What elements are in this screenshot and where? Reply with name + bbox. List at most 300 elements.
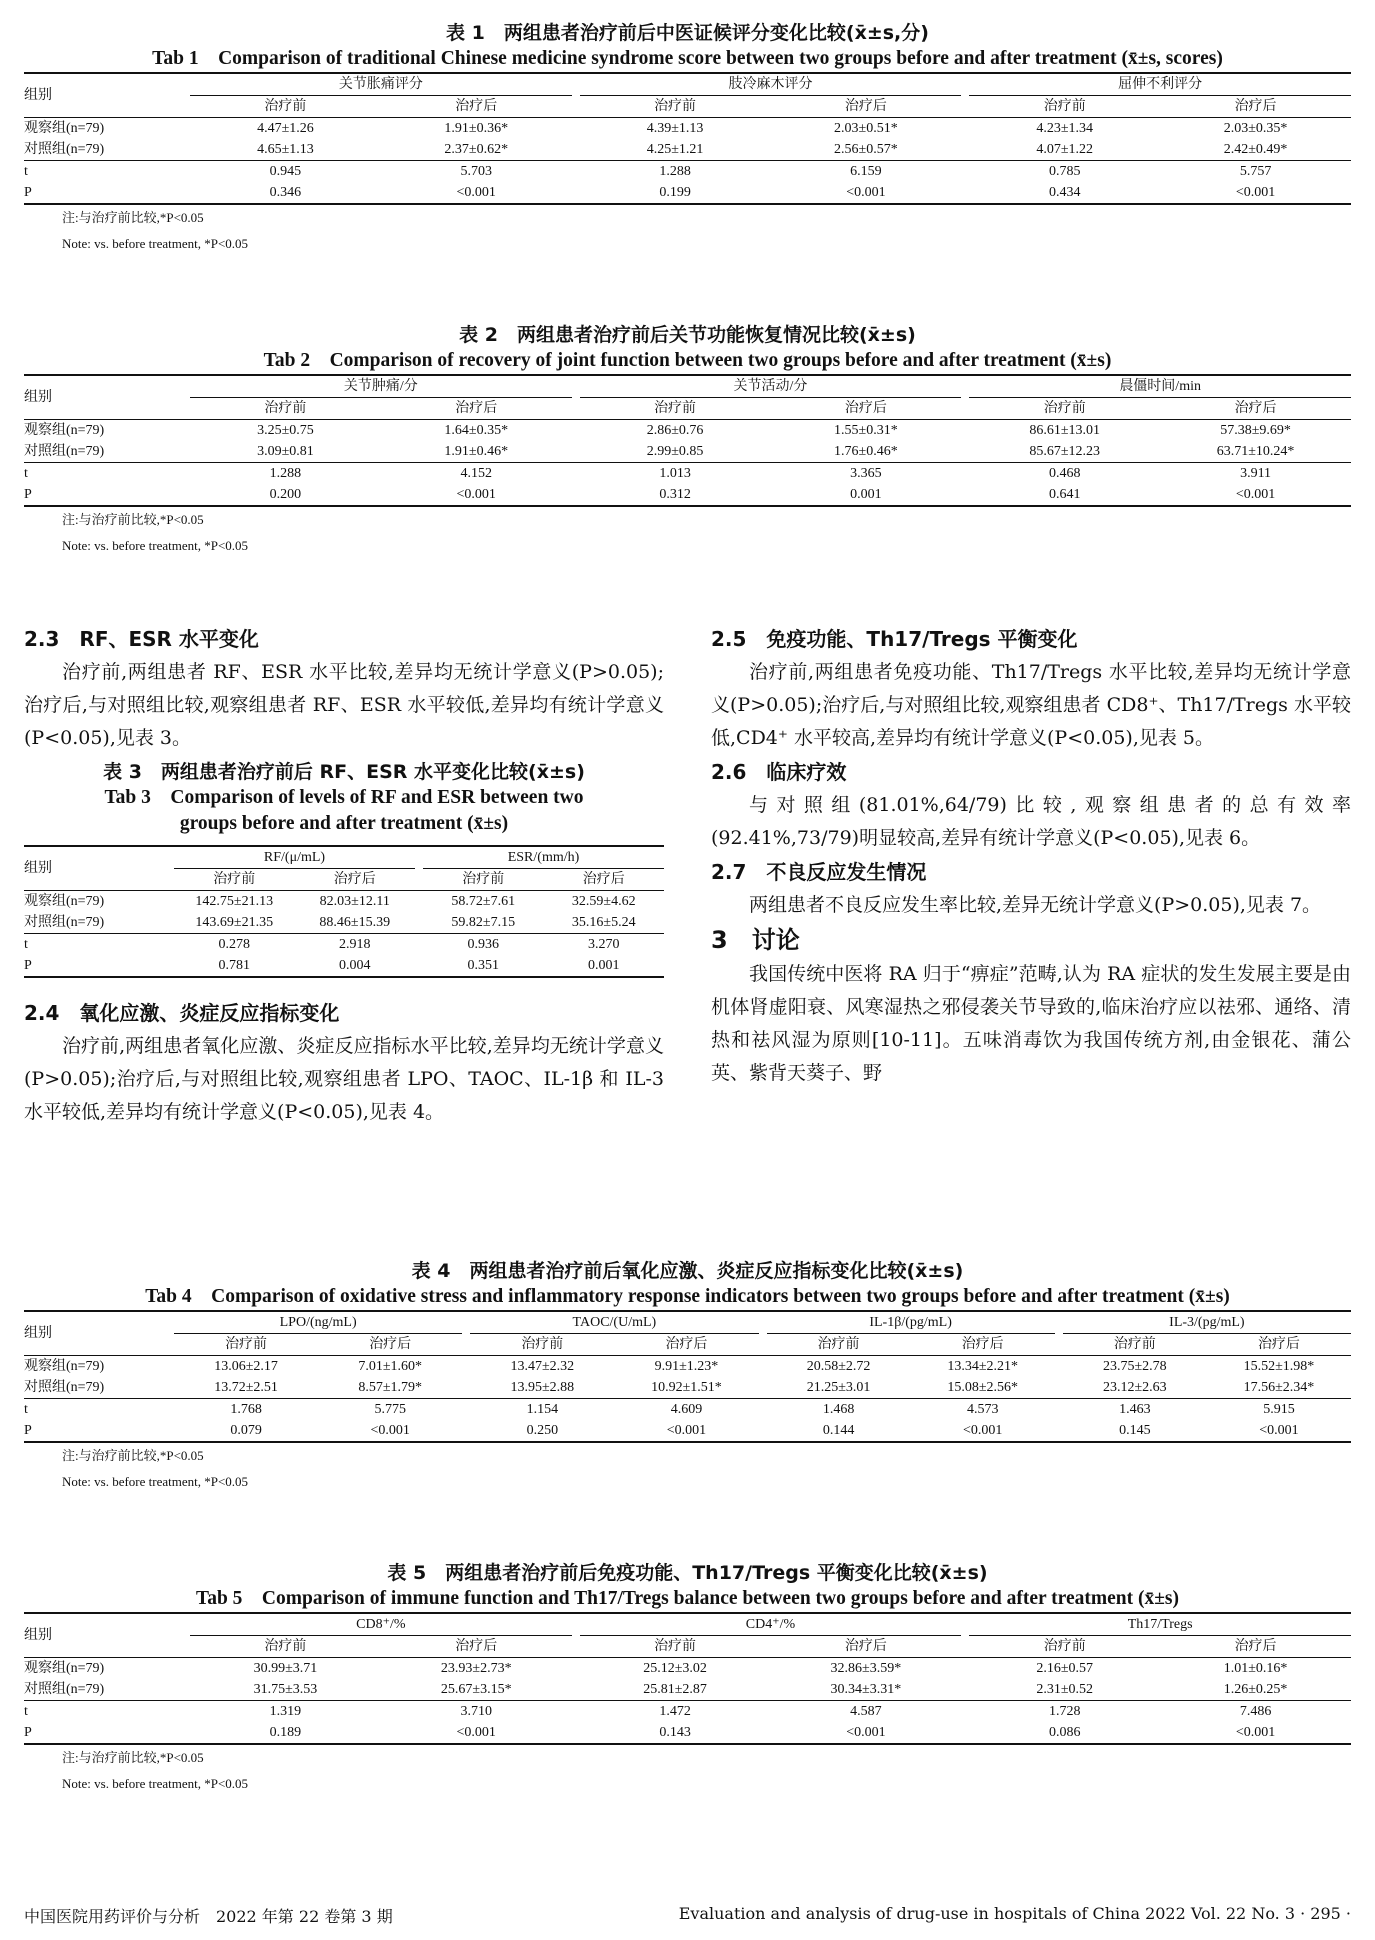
section-3-text: 我国传统中医将 RA 归于“痹症”范畴,认为 RA 症状的发生发展主要是由机体肾虚阳衰、风寒湿热之邪侵袭关节导致的,临床治疗应以祛邪、通络、清热和祛风湿为原则[10-11]。五味消毒饮为我国传统方剂,由金银花、蒲公英、紫背天葵子、野 <box>711 963 1351 1084</box>
sub-column-header: 治疗后 <box>1234 99 1277 114</box>
table-1-caption-cn: 表 1 两组患者治疗前后中医证候评分变化比较(x̄±s,分) <box>446 22 929 44</box>
table-cell: 23.75±2.78 <box>1063 1356 1207 1378</box>
sub-column-header: 治疗后 <box>1234 401 1277 416</box>
column-group-header: RF/(μ/mL) <box>174 846 415 869</box>
column-gap <box>415 869 423 891</box>
table-cell: 13.95±2.88 <box>510 1380 575 1395</box>
table-cell: 82.03±12.11 <box>295 891 416 913</box>
row-label: 观察组(n=79) <box>24 118 190 140</box>
column-gap <box>961 398 969 420</box>
column-gap <box>415 955 423 977</box>
page-footer <box>24 1904 1351 1927</box>
table-cell: 13.72±2.51 <box>214 1380 278 1395</box>
column-gap <box>415 934 423 956</box>
table-cell: 0.468 <box>969 463 1160 485</box>
sub-column-header: 治疗前 <box>654 1639 697 1654</box>
table-cell: 3.911 <box>1160 463 1351 485</box>
row-label: 观察组(n=79) <box>24 420 190 442</box>
group-column-header: 组别 <box>24 375 190 420</box>
column-gap <box>1055 1377 1063 1399</box>
section-2-5-text: 治疗前,两组患者免疫功能、Th17/Tregs 水平比较,差异均无统计学意义(P>0.05);治疗后,与对照组比较,观察组患者 CD8⁺、Th17/Tregs 水平较低,CD4⁺ 水平较高,差异均有统计学意义(P<0.05),见表 5。 <box>711 661 1351 749</box>
column-gap <box>961 1722 969 1744</box>
table-cell: 2.16±0.57 <box>969 1658 1160 1680</box>
table-4-caption-en: Tab 4 Comparison of oxidative stress and inflammatory response indicators between two groups before and after treatment (x̄±s) <box>145 1286 1230 1307</box>
table-cell: 0.144 <box>767 1420 911 1442</box>
table-4-note-en: Note: vs. before treatment, *P<0.05 <box>62 1474 249 1489</box>
column-gap <box>759 1334 767 1356</box>
table-cell: 5.703 <box>381 161 572 183</box>
column-group-header: CD4⁺/% <box>580 1613 962 1636</box>
column-gap <box>961 463 969 485</box>
table-cell: 13.06±2.17 <box>174 1356 318 1378</box>
table-cell: 1.76±0.46* <box>834 444 898 459</box>
table-row <box>24 1420 1351 1442</box>
sub-column-header: 治疗前 <box>264 1639 307 1654</box>
table-cell: 3.710 <box>381 1701 572 1723</box>
table-cell: 58.72±7.61 <box>423 891 544 913</box>
table-4-note-cn: 注:与治疗前比较,*P<0.05 <box>62 1448 204 1463</box>
column-gap <box>961 1636 969 1658</box>
row-label: 观察组(n=79) <box>24 1658 190 1680</box>
table-cell: 32.59±4.62 <box>544 891 665 913</box>
table-cell: 143.69±21.35 <box>195 915 274 930</box>
table-2-note-cn: 注:与治疗前比较,*P<0.05 <box>62 512 204 527</box>
table-row <box>24 463 1351 485</box>
table-cell: 2.99±0.85 <box>646 444 704 459</box>
column-gap <box>462 1356 470 1378</box>
sub-column-header: 治疗后 <box>455 401 498 416</box>
column-gap <box>462 1334 470 1356</box>
table-cell: 31.75±3.53 <box>253 1682 318 1697</box>
column-gap <box>572 118 580 140</box>
table-cell: 1.468 <box>767 1399 911 1421</box>
table-cell: 7.486 <box>1160 1701 1351 1723</box>
table-cell: 1.91±0.46* <box>444 444 509 459</box>
table-cell: 5.775 <box>318 1399 462 1421</box>
column-gap <box>759 1399 767 1421</box>
table-1-caption-en: Tab 1 Comparison of traditional Chinese medicine syndrome score between two groups before and after treatment (x̄±s, scores) <box>152 48 1223 69</box>
section-2-5-heading: 2.5 免疫功能、Th17/Tregs 平衡变化 <box>711 627 1078 651</box>
table-3 <box>24 845 664 978</box>
table-row <box>24 1701 1351 1723</box>
table-cell: 4.47±1.26 <box>190 118 381 140</box>
section-2-6-text: 与对照组(81.01%,64/79)比较,观察组患者的总有效率(92.41%,73/79)明显较高,差异有统计学意义(P<0.05),见表 6。 <box>711 794 1351 849</box>
table-cell: <0.001 <box>770 1722 961 1744</box>
sub-column-header: 治疗后 <box>455 99 498 114</box>
sub-column-header: 治疗后 <box>369 1337 412 1352</box>
sub-column-header: 治疗前 <box>654 99 697 114</box>
table-cell: 13.34±2.21* <box>911 1356 1055 1378</box>
column-gap <box>415 912 423 934</box>
table-cell: 1.64±0.35* <box>381 420 572 442</box>
table-cell: 30.99±3.71 <box>190 1658 381 1680</box>
sub-column-header: 治疗后 <box>844 1639 887 1654</box>
column-gap <box>572 484 580 506</box>
column-gap <box>572 1701 580 1723</box>
table-4-block <box>24 1258 1351 1495</box>
column-gap <box>572 1613 580 1636</box>
table-cell: 0.200 <box>190 484 381 506</box>
column-gap <box>961 1613 969 1636</box>
table-cell: 1.91±0.36* <box>381 118 572 140</box>
table-cell: 2.31±0.52 <box>1036 1682 1094 1697</box>
column-gap <box>572 463 580 485</box>
table-cell: 4.152 <box>381 463 572 485</box>
table-row <box>24 1722 1351 1744</box>
table-row <box>24 955 664 977</box>
sub-column-header: 治疗后 <box>844 99 887 114</box>
table-row <box>24 1356 1351 1378</box>
table-cell: 0.785 <box>969 161 1160 183</box>
column-group-header: 晨僵时间/min <box>969 375 1351 398</box>
column-gap <box>462 1311 470 1334</box>
table-cell: <0.001 <box>770 182 961 204</box>
table-cell: 0.346 <box>190 182 381 204</box>
table-cell: <0.001 <box>1160 1722 1351 1744</box>
table-cell: 2.03±0.51* <box>770 118 961 140</box>
column-gap <box>572 1679 580 1701</box>
table-cell: 85.67±12.23 <box>1029 444 1101 459</box>
table-cell: 6.159 <box>770 161 961 183</box>
column-gap <box>462 1377 470 1399</box>
table-cell: 0.199 <box>580 182 771 204</box>
table-cell: 15.52±1.98* <box>1207 1356 1351 1378</box>
table-3-caption-en-1: Tab 3 Comparison of levels of RF and ESR between two <box>104 787 584 808</box>
column-group-header: 关节胀痛评分 <box>190 73 572 96</box>
sub-column-header: 治疗后 <box>665 1337 708 1352</box>
table-row <box>24 118 1351 140</box>
table-cell: 0.641 <box>969 484 1160 506</box>
table-cell: 20.58±2.72 <box>767 1356 911 1378</box>
sub-column-header: 治疗前 <box>264 99 307 114</box>
table-row <box>24 182 1351 204</box>
table-cell: 15.08±2.56* <box>947 1380 1019 1395</box>
section-2-7-heading: 2.7 不良反应发生情况 <box>711 860 927 884</box>
table-cell: 0.001 <box>770 484 961 506</box>
table-2-caption-cn: 表 2 两组患者治疗前后关节功能恢复情况比较(x̄±s) <box>459 324 916 346</box>
table-cell: 4.587 <box>770 1701 961 1723</box>
column-gap <box>572 375 580 398</box>
table-5-note-en: Note: vs. before treatment, *P<0.05 <box>62 1776 249 1791</box>
table-2 <box>24 374 1351 507</box>
table-cell: 10.92±1.51* <box>651 1380 722 1395</box>
table-cell: 2.37±0.62* <box>444 142 509 157</box>
row-label: P <box>24 1722 190 1744</box>
column-gap <box>961 420 969 442</box>
row-label: 对照组(n=79) <box>24 1682 105 1697</box>
column-gap <box>462 1399 470 1421</box>
column-gap <box>415 846 423 869</box>
table-cell: 1.728 <box>969 1701 1160 1723</box>
sub-column-header: 治疗前 <box>213 872 256 887</box>
table-cell: 59.82±7.15 <box>451 915 516 930</box>
column-group-header: LPO/(ng/mL) <box>174 1311 462 1334</box>
table-2-caption-en: Tab 2 Comparison of recovery of joint function between two groups before and after treatment (x̄±s) <box>263 350 1112 371</box>
table-cell: 2.03±0.35* <box>1160 118 1351 140</box>
column-group-header: ESR/(mm/h) <box>423 846 664 869</box>
row-label: t <box>24 1399 174 1421</box>
row-label: t <box>24 934 174 956</box>
section-2-4-heading: 2.4 氧化应激、炎症反应指标变化 <box>24 1001 340 1025</box>
table-cell: 23.12±2.63 <box>1102 1380 1167 1395</box>
sub-column-header: 治疗前 <box>1043 99 1086 114</box>
table-row <box>24 139 1351 161</box>
table-cell: <0.001 <box>1160 484 1351 506</box>
column-gap <box>961 73 969 96</box>
column-group-header: IL-3/(pg/mL) <box>1063 1311 1351 1334</box>
sub-column-header: 治疗前 <box>1113 1337 1156 1352</box>
table-cell: 25.81±2.87 <box>643 1682 707 1697</box>
footer-journal-cn: 中国医院用药评价与分析 2022 年第 22 卷第 3 期 <box>24 1907 393 1926</box>
column-group-header: 关节肿痛/分 <box>190 375 572 398</box>
table-5 <box>24 1612 1351 1745</box>
row-label: 对照组(n=79) <box>24 444 105 459</box>
section-2-7-text: 两组患者不良反应发生率比较,差异无统计学意义(P>0.05),见表 7。 <box>749 894 1322 916</box>
section-3-heading: 3 讨论 <box>711 926 800 954</box>
table-cell: 9.91±1.23* <box>614 1356 758 1378</box>
group-column-header: 组别 <box>24 1613 190 1658</box>
table-row <box>24 912 664 934</box>
table-cell: 25.67±3.15* <box>440 1682 512 1697</box>
table-row <box>24 934 664 956</box>
table-cell: 2.918 <box>295 934 416 956</box>
table-cell: 4.07±1.22 <box>1036 142 1094 157</box>
row-label: t <box>24 161 190 183</box>
table-cell: 1.154 <box>470 1399 614 1421</box>
table-cell: 4.609 <box>614 1399 758 1421</box>
sub-column-header: 治疗后 <box>455 1639 498 1654</box>
column-gap <box>961 118 969 140</box>
table-cell: <0.001 <box>381 182 572 204</box>
table-cell: 5.757 <box>1160 161 1351 183</box>
table-cell: 0.079 <box>174 1420 318 1442</box>
table-cell: 3.25±0.75 <box>190 420 381 442</box>
table-cell: 1.01±0.16* <box>1160 1658 1351 1680</box>
sub-column-header: 治疗前 <box>225 1337 268 1352</box>
table-cell: 0.351 <box>423 955 544 977</box>
row-label: P <box>24 484 190 506</box>
table-cell: 4.39±1.13 <box>580 118 771 140</box>
column-gap <box>759 1356 767 1378</box>
table-2-block <box>24 322 1351 559</box>
column-gap <box>961 96 969 118</box>
column-gap <box>961 1701 969 1723</box>
sub-column-header: 治疗后 <box>844 401 887 416</box>
table-row <box>24 441 1351 463</box>
table-cell: 1.55±0.31* <box>770 420 961 442</box>
table-cell: 1.768 <box>174 1399 318 1421</box>
sub-column-header: 治疗前 <box>462 872 505 887</box>
column-group-header: 肢冷麻木评分 <box>580 73 962 96</box>
table-cell: 0.145 <box>1063 1420 1207 1442</box>
table-cell: <0.001 <box>381 484 572 506</box>
table-cell: 4.23±1.34 <box>969 118 1160 140</box>
sub-column-header: 治疗后 <box>1257 1337 1300 1352</box>
table-5-caption-en: Tab 5 Comparison of immune function and Th17/Tregs balance between two groups before and after treatment (x̄±s) <box>195 1588 1180 1609</box>
table-cell: <0.001 <box>614 1420 758 1442</box>
table-cell: 88.46±15.39 <box>319 915 391 930</box>
table-cell: 4.25±1.21 <box>646 142 704 157</box>
footer-journal-en: Evaluation and analysis of drug-use in hospitals of China 2022 Vol. 22 No. 3 · 295 · <box>678 1904 1351 1923</box>
table-cell: <0.001 <box>1207 1420 1351 1442</box>
row-label: 观察组(n=79) <box>24 891 174 913</box>
column-gap <box>1055 1356 1063 1378</box>
table-cell: 13.47±2.32 <box>470 1356 614 1378</box>
sub-column-header: 治疗前 <box>521 1337 564 1352</box>
table-cell: 3.365 <box>770 463 961 485</box>
column-gap <box>961 1679 969 1701</box>
sub-column-header: 治疗前 <box>654 401 697 416</box>
table-2-note-en: Note: vs. before treatment, *P<0.05 <box>62 538 249 553</box>
sub-column-header: 治疗前 <box>1043 1639 1086 1654</box>
table-cell: 142.75±21.13 <box>174 891 295 913</box>
column-gap <box>572 1658 580 1680</box>
table-cell: 21.25±3.01 <box>806 1380 871 1395</box>
column-gap <box>1055 1334 1063 1356</box>
left-column <box>24 622 664 1129</box>
column-gap <box>572 96 580 118</box>
row-label: P <box>24 955 174 977</box>
table-row <box>24 891 664 913</box>
table-cell: <0.001 <box>911 1420 1055 1442</box>
table-cell: 5.915 <box>1207 1399 1351 1421</box>
table-cell: 32.86±3.59* <box>770 1658 961 1680</box>
table-cell: 0.945 <box>190 161 381 183</box>
column-gap <box>572 161 580 183</box>
column-gap <box>572 73 580 96</box>
table-cell: 1.26±0.25* <box>1223 1682 1288 1697</box>
table-cell: 1.319 <box>190 1701 381 1723</box>
row-label: 观察组(n=79) <box>24 1356 174 1378</box>
table-1-block <box>24 20 1351 257</box>
column-gap <box>759 1311 767 1334</box>
table-cell: 0.434 <box>969 182 1160 204</box>
table-cell: 0.143 <box>580 1722 771 1744</box>
table-cell: 2.56±0.57* <box>834 142 898 157</box>
sub-column-header: 治疗后 <box>333 872 376 887</box>
table-cell: 2.42±0.49* <box>1223 142 1288 157</box>
table-5-note-cn: 注:与治疗前比较,*P<0.05 <box>62 1750 204 1765</box>
table-cell: 4.573 <box>911 1399 1055 1421</box>
table-cell: 25.12±3.02 <box>580 1658 771 1680</box>
table-cell: 0.250 <box>470 1420 614 1442</box>
table-cell: 57.38±9.69* <box>1160 420 1351 442</box>
table-cell: 17.56±2.34* <box>1243 1380 1315 1395</box>
table-row <box>24 161 1351 183</box>
column-gap <box>961 139 969 161</box>
table-cell: 0.781 <box>174 955 295 977</box>
column-gap <box>961 1658 969 1680</box>
table-cell: 1.463 <box>1063 1399 1207 1421</box>
table-1 <box>24 72 1351 205</box>
sub-column-header: 治疗前 <box>264 401 307 416</box>
table-cell: 7.01±1.60* <box>318 1356 462 1378</box>
table-4 <box>24 1310 1351 1443</box>
table-row <box>24 484 1351 506</box>
right-column <box>711 622 1351 1090</box>
table-row <box>24 1377 1351 1399</box>
column-group-header: 屈伸不利评分 <box>969 73 1351 96</box>
table-1-note-cn: 注:与治疗前比较,*P<0.05 <box>62 210 204 225</box>
column-gap <box>572 1636 580 1658</box>
column-gap <box>572 398 580 420</box>
column-gap <box>759 1420 767 1442</box>
table-row <box>24 1658 1351 1680</box>
sub-column-header: 治疗后 <box>582 872 625 887</box>
section-2-3-heading: 2.3 RF、ESR 水平变化 <box>24 627 259 651</box>
row-label: P <box>24 1420 174 1442</box>
table-1-note-en: Note: vs. before treatment, *P<0.05 <box>62 236 249 251</box>
column-gap <box>759 1377 767 1399</box>
table-cell: 1.288 <box>190 463 381 485</box>
column-gap <box>415 891 423 913</box>
column-group-header: CD8⁺/% <box>190 1613 572 1636</box>
column-gap <box>961 161 969 183</box>
table-3-caption-cn: 表 3 两组患者治疗前后 RF、ESR 水平变化比较(x̄±s) <box>103 761 585 783</box>
table-4-caption-cn: 表 4 两组患者治疗前后氧化应激、炎症反应指标变化比较(x̄±s) <box>411 1260 964 1282</box>
table-cell: 4.65±1.13 <box>257 142 314 157</box>
group-column-header: 组别 <box>24 73 190 118</box>
table-cell: 63.71±10.24* <box>1216 444 1295 459</box>
column-gap <box>572 441 580 463</box>
row-label: 对照组(n=79) <box>24 142 105 157</box>
table-cell: <0.001 <box>318 1420 462 1442</box>
section-2-4-text: 治疗前,两组患者氧化应激、炎症反应指标水平比较,差异均无统计学意义(P>0.05);治疗后,与对照组比较,观察组患者 LPO、TAOC、IL-1β 和 IL-3 水平较低,差异均有统计学意义(P<0.05),见表 4。 <box>24 1035 664 1123</box>
row-label: P <box>24 182 190 204</box>
column-group-header: IL-1β/(pg/mL) <box>767 1311 1055 1334</box>
group-column-header: 组别 <box>24 1311 174 1356</box>
table-5-caption-cn: 表 5 两组患者治疗前后免疫功能、Th17/Tregs 平衡变化比较(x̄±s) <box>387 1562 988 1584</box>
table-row <box>24 1679 1351 1701</box>
table-cell: 3.09±0.81 <box>257 444 314 459</box>
table-cell: 35.16±5.24 <box>571 915 636 930</box>
row-label: 对照组(n=79) <box>24 1380 105 1395</box>
section-2-6-heading: 2.6 临床疗效 <box>711 760 847 784</box>
table-cell: 1.013 <box>580 463 771 485</box>
column-gap <box>961 375 969 398</box>
column-gap <box>572 139 580 161</box>
column-group-header: TAOC/(U/mL) <box>470 1311 758 1334</box>
column-gap <box>1055 1420 1063 1442</box>
column-gap <box>1055 1399 1063 1421</box>
row-label: t <box>24 463 190 485</box>
column-gap <box>572 1722 580 1744</box>
sub-column-header: 治疗后 <box>961 1337 1004 1352</box>
sub-column-header: 治疗前 <box>1043 401 1086 416</box>
table-cell: 86.61±13.01 <box>969 420 1160 442</box>
table-cell: 8.57±1.79* <box>358 1380 423 1395</box>
table-cell: 0.086 <box>969 1722 1160 1744</box>
table-cell: 0.936 <box>423 934 544 956</box>
column-gap <box>1055 1311 1063 1334</box>
column-gap <box>961 484 969 506</box>
section-2-3-text: 治疗前,两组患者 RF、ESR 水平比较,差异均无统计学意义(P>0.05);治疗后,与对照组比较,观察组患者 RF、ESR 水平较低,差异均有统计学意义(P<0.05),见表 3。 <box>24 661 664 749</box>
table-row <box>24 420 1351 442</box>
table-cell: 23.93±2.73* <box>381 1658 572 1680</box>
table-5-block <box>24 1560 1351 1797</box>
sub-column-header: 治疗前 <box>817 1337 860 1352</box>
column-gap <box>572 182 580 204</box>
column-gap <box>462 1420 470 1442</box>
table-cell: 3.270 <box>544 934 665 956</box>
table-cell: 30.34±3.31* <box>830 1682 902 1697</box>
column-gap <box>572 420 580 442</box>
table-cell: 0.004 <box>295 955 416 977</box>
table-cell: <0.001 <box>381 1722 572 1744</box>
row-label: t <box>24 1701 190 1723</box>
table-cell: 0.189 <box>190 1722 381 1744</box>
table-cell: 0.312 <box>580 484 771 506</box>
